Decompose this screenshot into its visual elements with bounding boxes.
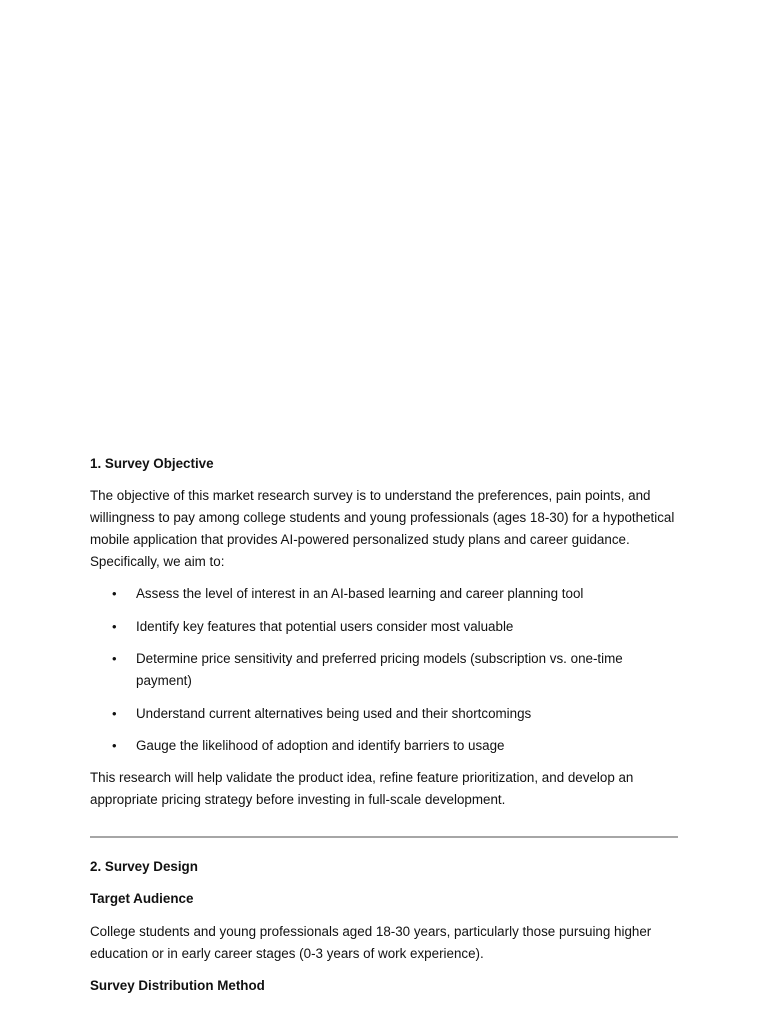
section-heading-survey-design: 2. Survey Design: [90, 859, 198, 874]
list-item: [90, 648, 680, 692]
objective-closing-paragraph: This research will help validate the product idea, refine feature prioritization, and develop an appropriate pricing strategy before investing in full-scale development.: [90, 770, 634, 807]
bullet-icon: •: [112, 618, 117, 634]
objective-intro-paragraph: The objective of this market research survey is to understand the preferences, pain points, and willingness to pay among college students and young professionals (ages 18-30) for a hypothetical mobile application that provides AI-powered personalized study plans and career guidance. Specifically, we aim to:: [90, 488, 675, 569]
list-item: [90, 616, 680, 638]
list-item: [90, 583, 680, 605]
bullet-icon: •: [112, 705, 117, 721]
bullet-icon: •: [112, 651, 117, 666]
objective-bullet-list: [90, 583, 680, 757]
section-divider: [90, 836, 678, 838]
list-item: [90, 703, 680, 725]
bullet-icon: •: [112, 586, 117, 601]
subheading-survey-distribution-method: Survey Distribution Method: [90, 978, 265, 993]
list-item-text: Identify key features that potential users consider most valuable: [136, 618, 514, 634]
list-item-text: Gauge the likelihood of adoption and identify barriers to usage: [136, 738, 505, 753]
list-item-text: Determine price sensitivity and preferred pricing models (subscription vs. one-time payment): [136, 651, 623, 688]
subheading-target-audience: Target Audience: [90, 891, 194, 906]
list-item-text: Assess the level of interest in an AI-based learning and career planning tool: [136, 586, 584, 601]
target-audience-paragraph: College students and young professionals aged 18-30 years, particularly those pursuing higher education or in early career stages (0-3 years of work experience).: [90, 924, 652, 961]
document-body: [90, 453, 680, 997]
list-item: [90, 735, 680, 757]
section-heading-survey-objective: 1. Survey Objective: [90, 456, 214, 471]
list-item-text: Understand current alternatives being used and their shortcomings: [136, 705, 532, 721]
bullet-icon: •: [112, 738, 117, 753]
